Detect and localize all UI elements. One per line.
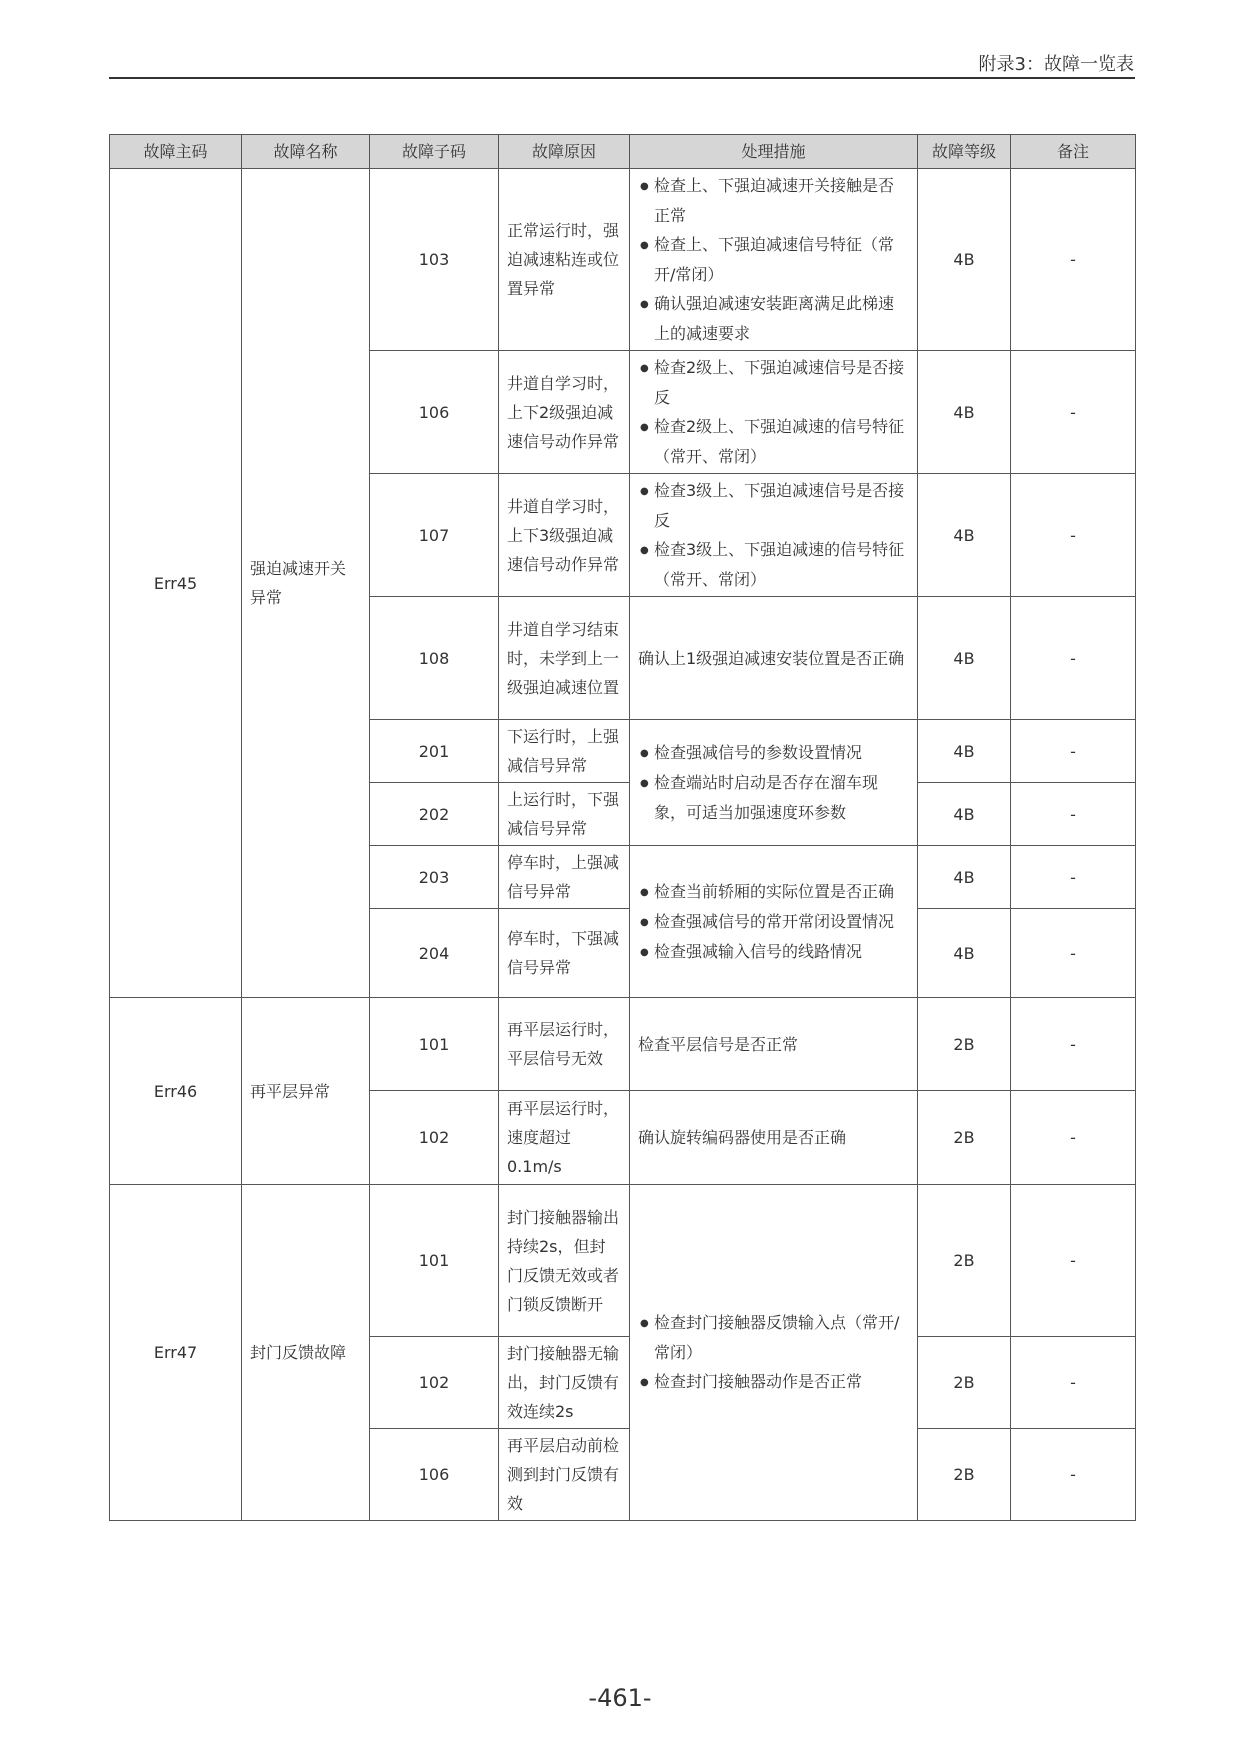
table-row xyxy=(110,998,1136,1091)
fault-sub-code: 108 xyxy=(370,597,499,720)
header-rule xyxy=(109,77,1135,79)
fault-sub-code: 101 xyxy=(370,1185,499,1337)
fault-grade: 2B xyxy=(918,1337,1011,1429)
column-header: 备注 xyxy=(1011,135,1136,169)
fault-sub-code: 202 xyxy=(370,783,499,846)
fault-measures: 确认旋转编码器使用是否正确 xyxy=(630,1091,918,1185)
fault-grade: 2B xyxy=(918,1185,1011,1337)
fault-cause: 井道自学习时，上下2级强迫减速信号动作异常 xyxy=(499,351,630,474)
fault-table xyxy=(109,134,1136,1521)
fault-grade: 4B xyxy=(918,169,1011,351)
measure-item: ● 检查上、下强迫减速信号特征（常开/常闭） xyxy=(638,230,909,289)
fault-note: - xyxy=(1011,474,1136,597)
fault-name: 再平层异常 xyxy=(242,998,370,1185)
fault-measures xyxy=(630,474,918,597)
fault-main-code: Err46 xyxy=(110,998,242,1185)
fault-cause: 封门接触器输出持续2s，但封门反馈无效或者门锁反馈断开 xyxy=(499,1185,630,1337)
fault-cause: 再平层运行时，速度超过0.1m/s xyxy=(499,1091,630,1185)
fault-grade: 4B xyxy=(918,474,1011,597)
measure-item: ● 确认强迫减速安装距离满足此梯速上的减速要求 xyxy=(638,289,909,348)
fault-cause: 再平层启动前检测到封门反馈有效 xyxy=(499,1429,630,1521)
measure-item: ● 检查强减信号的参数设置情况 xyxy=(638,738,909,768)
table-row xyxy=(110,1185,1136,1337)
fault-sub-code: 106 xyxy=(370,351,499,474)
fault-main-code: Err47 xyxy=(110,1185,242,1521)
fault-measures xyxy=(630,1185,918,1521)
fault-sub-code: 203 xyxy=(370,846,499,909)
fault-note: - xyxy=(1011,846,1136,909)
fault-note: - xyxy=(1011,909,1136,998)
fault-note: - xyxy=(1011,783,1136,846)
measure-item: ● 检查强减信号的常开常闭设置情况 xyxy=(638,907,909,937)
fault-sub-code: 102 xyxy=(370,1091,499,1185)
fault-measures: 检查平层信号是否正常 xyxy=(630,998,918,1091)
fault-name: 封门反馈故障 xyxy=(242,1185,370,1521)
fault-cause: 正常运行时，强迫减速粘连或位置异常 xyxy=(499,169,630,351)
measure-item: ● 检查2级上、下强迫减速信号是否接反 xyxy=(638,353,909,412)
fault-sub-code: 107 xyxy=(370,474,499,597)
fault-name: 强迫减速开关异常 xyxy=(242,169,370,998)
fault-note: - xyxy=(1011,1091,1136,1185)
fault-sub-code: 102 xyxy=(370,1337,499,1429)
fault-note: - xyxy=(1011,1429,1136,1521)
fault-note: - xyxy=(1011,1185,1136,1337)
column-header: 处理措施 xyxy=(630,135,918,169)
fault-measures: 确认上1级强迫减速安装位置是否正确 xyxy=(630,597,918,720)
fault-sub-code: 103 xyxy=(370,169,499,351)
column-header: 故障主码 xyxy=(110,135,242,169)
fault-note: - xyxy=(1011,720,1136,783)
fault-sub-code: 204 xyxy=(370,909,499,998)
fault-cause: 下运行时，上强减信号异常 xyxy=(499,720,630,783)
column-header: 故障子码 xyxy=(370,135,499,169)
fault-cause: 停车时，上强减信号异常 xyxy=(499,846,630,909)
fault-note: - xyxy=(1011,597,1136,720)
fault-cause: 井道自学习时，上下3级强迫减速信号动作异常 xyxy=(499,474,630,597)
fault-grade: 4B xyxy=(918,720,1011,783)
fault-grade: 4B xyxy=(918,783,1011,846)
fault-grade: 2B xyxy=(918,1429,1011,1521)
fault-grade: 4B xyxy=(918,351,1011,474)
measure-item: ● 检查强减输入信号的线路情况 xyxy=(638,937,909,967)
measure-item: ● 检查3级上、下强迫减速信号是否接反 xyxy=(638,476,909,535)
fault-sub-code: 106 xyxy=(370,1429,499,1521)
fault-note: - xyxy=(1011,998,1136,1091)
fault-main-code: Err45 xyxy=(110,169,242,998)
column-header: 故障等级 xyxy=(918,135,1011,169)
measure-item: ● 检查上、下强迫减速开关接触是否正常 xyxy=(638,171,909,230)
measure-item: ● 检查封门接触器动作是否正常 xyxy=(638,1367,909,1397)
fault-note: - xyxy=(1011,169,1136,351)
measure-item: ● 检查3级上、下强迫减速的信号特征（常开、常闭） xyxy=(638,535,909,594)
measure-item: ● 检查2级上、下强迫减速的信号特征（常开、常闭） xyxy=(638,412,909,471)
page-header-title: 附录3：故障一览表 xyxy=(978,54,1134,75)
fault-cause: 停车时，下强减信号异常 xyxy=(499,909,630,998)
fault-cause: 井道自学习结束时，未学到上一级强迫减速位置 xyxy=(499,597,630,720)
fault-note: - xyxy=(1011,351,1136,474)
table-row xyxy=(110,169,1136,351)
fault-measures xyxy=(630,351,918,474)
fault-cause: 上运行时，下强减信号异常 xyxy=(499,783,630,846)
fault-grade: 4B xyxy=(918,846,1011,909)
fault-note: - xyxy=(1011,1337,1136,1429)
fault-cause: 再平层运行时，平层信号无效 xyxy=(499,998,630,1091)
measure-item: ● 检查当前轿厢的实际位置是否正确 xyxy=(638,877,909,907)
column-header: 故障原因 xyxy=(499,135,630,169)
fault-grade: 2B xyxy=(918,1091,1011,1185)
page-number: -461- xyxy=(588,1684,652,1712)
fault-grade: 4B xyxy=(918,597,1011,720)
fault-sub-code: 201 xyxy=(370,720,499,783)
measure-item: ● 检查封门接触器反馈输入点（常开/常闭） xyxy=(638,1308,909,1367)
table-header-row xyxy=(110,135,1136,169)
fault-cause: 封门接触器无输出，封门反馈有效连续2s xyxy=(499,1337,630,1429)
fault-grade: 2B xyxy=(918,998,1011,1091)
fault-measures xyxy=(630,169,918,351)
fault-measures xyxy=(630,720,918,846)
fault-measures xyxy=(630,846,918,998)
measure-item: ● 检查端站时启动是否存在溜车现象，可适当加强速度环参数 xyxy=(638,768,909,827)
fault-sub-code: 101 xyxy=(370,998,499,1091)
column-header: 故障名称 xyxy=(242,135,370,169)
fault-grade: 4B xyxy=(918,909,1011,998)
